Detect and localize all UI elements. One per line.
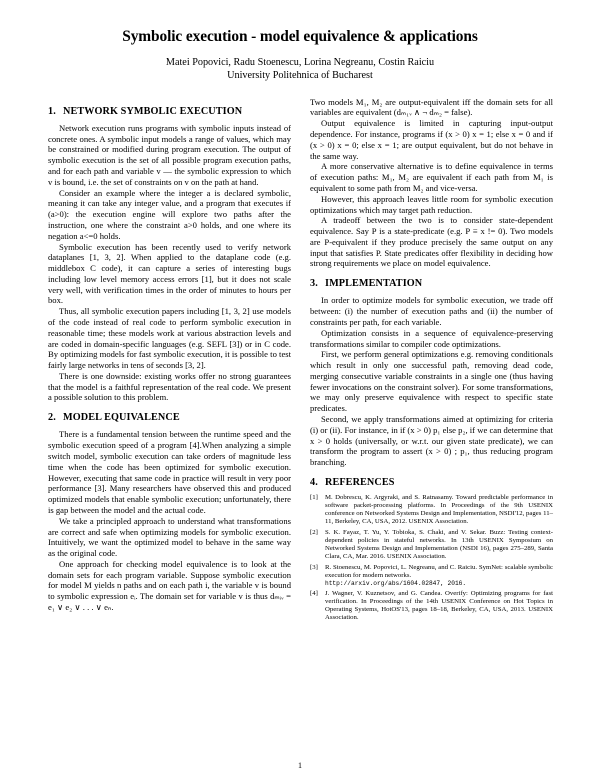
reference-number: [4] (310, 590, 318, 598)
two-column-body (48, 97, 552, 625)
author-list: Matei Popovici, Radu Stoenescu, Lorina Negreanu, Costin Raiciu (165, 56, 435, 68)
paragraph: Second, we apply transformations aimed at optimizing for criteria (i) or (ii). For instance, in if (x > 0) p₁ else p₂, if we can determine that x > 0 holds (universally, or w.r.t. our given state predicate), we can transform the program to assert (x > 0) ; p₁, thus reducing program branching. (310, 414, 553, 468)
reference-text (325, 564, 553, 588)
page-title: Symbolic execution - model equivalence & applications (122, 28, 478, 45)
paragraph: However, this approach leaves little room for symbolic execution optimizations which may target path reduction. (310, 193, 553, 215)
column-right (310, 97, 553, 625)
reference-body: M. Dobrescu, K. Argyraki, and S. Ratnasamy. Toward predictable performance in software packet-processing platforms. In Proceedings of the 9th USENIX conference on Networked Systems Design and Implementation, NSDI'12, pages 11–11, Berkeley, CA, USA, 2012. USENIX Association. (325, 494, 553, 526)
section-number: 1. (48, 105, 56, 117)
reference-text (325, 529, 553, 561)
paragraph: Network execution runs programs with symbolic inputs instead of concrete ones. A symbolic input models a range of values, which may be constrained or modified during program execution. The output of symbolic execution is the set of all possible program execution paths, and for each path and variable v — the symbolic expression to which v is bound, i.e. the set of constraints on v on the path at hand. (48, 122, 291, 187)
paragraph: One approach for checking model equivalence is to look at the domain sets for each program variable. Suppose symbolic execution for model M yields n paths and on each path i, the variable v is bound to symbolic expression eᵢ. The domain set for variable v is thus dₘᵢᵥ = e₁ ∨ e₂ ∨ . . . ∨ eₙ. (48, 558, 291, 612)
paragraph: There is one downside: existing works offer no strong guarantees that the model is a faithful representation of the real code. We present a possible solution to this problem. (48, 370, 291, 403)
reference-list (310, 494, 553, 622)
reference-item (310, 590, 553, 622)
paragraph: There is a fundamental tension between the runtime speed and the symbolic execution speed of a program [4].When analyzing a simple switch model, symbolic execution can take orders of magnitude less time when the code has been optimized for symbolic execution. However, executing that same code in practice will result in very poor performance [3]. Many researchers have observed this and produced optimized models that enable symbolic execution; unfortunately, there is gap between the model and the actual code. (48, 429, 291, 515)
paragraph: First, we perform general optimizations e.g. removing conditionals which result in only one successful path, removing dead code, merging consecutive variable constraints in a single one (thus having fewer invocations on the constraint solver). For some transformations, we may only preserve equivalence with respect to specific state predicates. (310, 349, 553, 414)
section-title: MODEL EQUIVALENCE (63, 412, 180, 424)
reference-item (310, 564, 553, 588)
page-number: 1 (298, 761, 302, 770)
paragraph: In order to optimize models for symbolic execution, we trade off between: (i) the number of execution paths and (ii) the number of constraints per path, for each variable. (310, 295, 553, 327)
reference-url[interactable]: http://arxiv.org/abs/1604.02847, 2016. (325, 580, 467, 588)
paragraph: Consider an example where the integer a is declared symbolic, meaning it can take any integer value, and a program that executes if (a>0): the execution engine will explore two paths after the instruction, one where the constraint a>0 holds, and one where its negation a<=0 holds. (48, 187, 291, 241)
section-title: REFERENCES (325, 476, 395, 488)
section-title: IMPLEMENTATION (325, 278, 423, 290)
reference-item (310, 529, 553, 561)
paragraph: Two models M₁, M₂ are output-equivalent iff the domain sets for all variables are equivalent (dₘ₁ᵥ ∧ ¬ dₘ₂ = false). (310, 96, 553, 118)
section-title: NETWORK SYMBOLIC EXECUTION (63, 105, 243, 117)
section-heading-model-equivalence (48, 412, 291, 424)
paragraph: Output equivalence is limited in capturing input-output dependence. For instance, programs if (x > 0) x = 1; else x = 0 and if (x > 0) x = 0; else x = 1; are output equivalent, but do not behave in the same way. (310, 118, 553, 161)
paragraph: A tradeoff between the two is to consider state-dependent equivalence. Say P is a state-predicate (e.g. P ≡ x != 0). Two models are P-equivalent if they produce precisely the same output on any input that satisfies P. State predicates offer flexibility in deciding how strong requirements we place on model equivalence. (310, 215, 553, 269)
reference-item (310, 494, 553, 526)
affiliation: University Politehnica of Bucharest (227, 70, 373, 82)
section-number: 3. (310, 278, 318, 290)
reference-text (325, 494, 553, 526)
reference-text (325, 590, 553, 622)
reference-body: R. Stoenescu, M. Popovici, L. Negreanu, and C. Raiciu. SymNet: scalable symbolic execution for modern networks. (325, 563, 553, 579)
paragraph: We take a principled approach to understand what transformations are correct and safe when optimizing models for symbolic execution. Intuitively, we want the optimized model to behave in the same way as the original code. (48, 515, 291, 559)
section-heading-references (310, 477, 553, 489)
reference-number: [1] (310, 494, 318, 502)
section-number: 2. (48, 412, 56, 424)
section-heading-network-symbolic-execution (48, 106, 291, 118)
reference-body: S. K. Fayaz, T. Yu, Y. Tobioka, S. Chaki, and V. Sekar. Buzz: Testing context-dependent policies in stateful networks. In 13th USENIX Symposium on Networked Systems Design and Implementation (NSDI 16), pages 275–289, Santa Clara, CA, Mar. 2016. USENIX Association. (325, 529, 553, 561)
paragraph: Thus, all symbolic execution papers including [1, 3, 2] use models of the code instead of real code to perform symbolic execution in reasonable time; these models work at various abstraction levels and are coded in domain-specific languages (e.g. SEFL [3]) or in C code. By optimizing models for fast symbolic execution, it is possible to test fairly large networks in tens of seconds [3, 2]. (48, 306, 291, 371)
column-left (48, 97, 291, 613)
reference-number: [3] (310, 563, 318, 571)
reference-body: J. Wagner, V. Kuznetsov, and G. Candea. Overify: Optimizing programs for fast verification. In Proceedings of the 14th USENIX Conference on Hot Topics in Operating Systems, HotOS'13, pages 18–18, Berkeley, CA, USA, 2013. USENIX Association. (325, 590, 553, 622)
paragraph: Symbolic execution has been recently used to verify network dataplanes [1, 3, 2]. When applied to the dataplane code (e.g. middlebox C code), it can capture a series of interesting bugs including low level memory access errors [1], but it does not scale very well, with verification times in the order of minutes to hours per box. (48, 241, 291, 306)
paragraph: A more conservative alternative is to define equivalence in terms of execution paths: M₁, M₂ are equivalent if each path from M₁ is equivalent to some path from M₂ and vice-versa. (310, 161, 553, 193)
section-number: 4. (310, 476, 318, 488)
paragraph: Optimization consists in a sequence of equivalence-preserving transformations similar to compiler code optimizations. (310, 327, 553, 349)
reference-number: [2] (310, 529, 318, 537)
section-heading-implementation (310, 278, 553, 290)
